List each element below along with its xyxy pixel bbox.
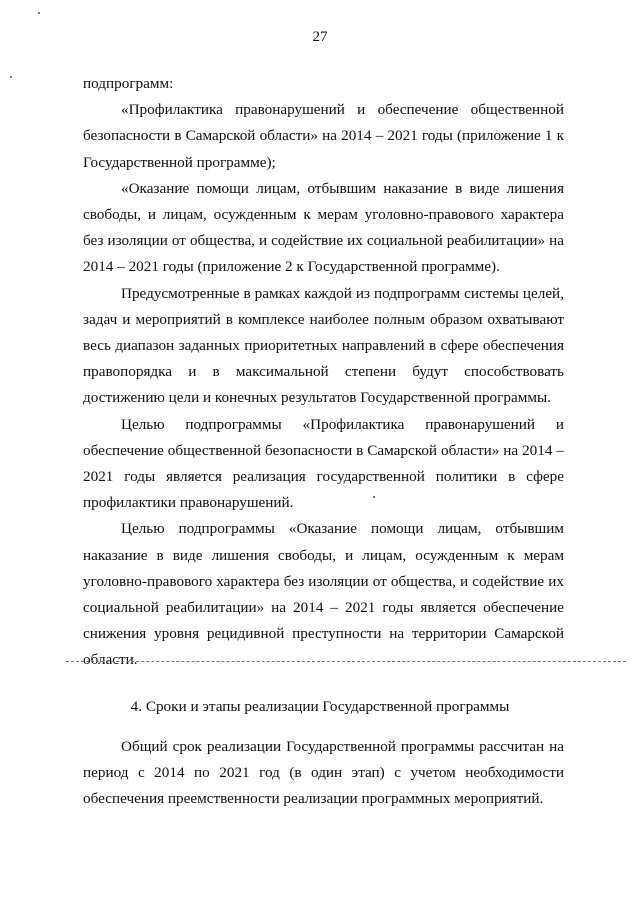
paragraph-subprogram-1: «Профилактика правонарушений и обеспечение общественной безопасности в Самарской области» на 2014 – 2021 годы (приложение 1 к Государственной программе); [83, 101, 564, 171]
scan-dashed-line [66, 661, 626, 662]
paragraph-system-of-goals: Предусмотренные в рамках каждой из подпрограмм системы целей, задач и мероприятий в комплексе наиболее полным образом охватывают весь диапазон заданных приоритетных направлений в сфере обеспечения правопорядка и в максимальной степени будут способствовать достижению цели и конечных результатов Государственной программы. [83, 284, 564, 407]
paragraph-subprogram-2: «Оказание помощи лицам, отбывшим наказание в виде лишения свободы, и лицам, осужденным к мерам уголовно-правового характера без изоляции от общества, и содействие их социальной реабилитации» на 2014 – 2021 годы (приложение 2 к Государственной программе). [83, 179, 564, 276]
scan-speck [38, 12, 40, 14]
paragraph-implementation-period: Общий срок реализации Государственной программы рассчитан на период с 2014 по 2021 год (в один этап) с учетом необходимости обеспечения преемственности реализации программных мероприятий. [83, 738, 564, 808]
paragraph-goal-subprogram-2: Целью подпрограммы «Оказание помощи лицам, отбывшим наказание в виде лишения свободы, и лицам, осужденным к мерам уголовно-правового характера без изоляции от общества, и содействие их социальной реабилитации» на 2014 – 2021 годы является обеспечение снижения уровня рецидивной преступности на территории Самарской области. [83, 520, 564, 669]
section-heading: 4. Сроки и этапы реализации Государственной программы [130, 698, 510, 715]
scan-speck [373, 496, 375, 498]
paragraph-goal-subprogram-1: Целью подпрограммы «Профилактика правонарушений и обеспечение общественной безопасности в Самарской области» на 2014 – 2021 годы является реализация государственной политики в сфере профилактики правонарушений. [83, 415, 564, 512]
scan-speck [10, 76, 12, 78]
page-number: 27 [312, 29, 328, 45]
paragraph-intro: подпрограмм: [83, 75, 174, 92]
document-body [83, 71, 564, 674]
section-body [83, 734, 564, 813]
